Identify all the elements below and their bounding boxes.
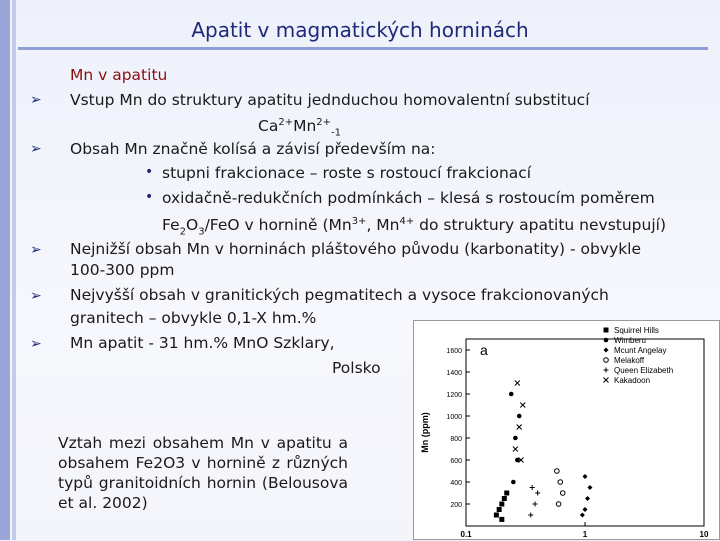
legend-marker xyxy=(604,348,609,353)
y-tick-label: 200 xyxy=(450,502,462,509)
formula-line: $Ca^{2+}Mn^{2+}_{-1}$ xyxy=(258,117,342,139)
data-point xyxy=(585,496,590,501)
dot-bullet-icon: • xyxy=(145,189,154,205)
y-tick-label: 400 xyxy=(450,480,462,487)
data-point xyxy=(499,502,504,507)
data-point xyxy=(558,480,563,485)
data-point xyxy=(587,485,592,490)
bullet-4: Nejvyšší obsah v granitických pegmatitech a vysoce frakcionovaných xyxy=(70,286,609,304)
data-point xyxy=(504,491,509,496)
data-point xyxy=(497,507,502,512)
data-point xyxy=(555,469,560,474)
panel-label: a xyxy=(480,342,488,358)
y-tick-label: 800 xyxy=(450,436,462,443)
data-point xyxy=(494,513,499,518)
y-axis-label: Mn (ppm) xyxy=(420,412,430,453)
x-tick-label: 1 xyxy=(582,530,588,539)
y-tick-label: 1000 xyxy=(446,414,462,421)
data-point xyxy=(513,436,518,441)
y-tick-label: 1200 xyxy=(446,392,462,399)
legend-marker xyxy=(604,328,609,333)
bullet-1: Vstup Mn do struktury apatitu jednduchou homovalentní substitucí xyxy=(70,91,590,109)
y-tick-label: 600 xyxy=(450,458,462,465)
mn-vs-fe2o3-chart xyxy=(413,320,720,540)
data-point xyxy=(517,414,522,419)
bullet-5-cont: Polsko xyxy=(332,359,381,377)
scatter-plot xyxy=(414,321,720,541)
sub-bullet-2: oxidačně-redukčních podmínkách – klesá s rostoucím poměrem xyxy=(162,189,655,207)
dot-bullet-icon: • xyxy=(145,164,154,180)
legend-label: Melakoff xyxy=(614,356,645,365)
data-point xyxy=(499,517,504,522)
page-title: Apatit v magmatických horninách xyxy=(191,18,529,42)
fe-ratio-line: $Fe_2O_3$/FeO v hornině ($Mn^{3+}$, $Mn^{4+}$ do struktury apatitu nevstupují) xyxy=(162,216,667,238)
y-tick-label: 1600 xyxy=(446,348,462,355)
data-point xyxy=(560,491,565,496)
sub-bullet-1: stupni frakcionace – roste s rostoucí frakcionací xyxy=(162,164,532,182)
legend-label: Kakadoon xyxy=(614,376,651,385)
data-point xyxy=(580,513,585,518)
section-subtitle: Mn v apatitu xyxy=(70,66,168,84)
data-point xyxy=(583,507,588,512)
figure-caption: Vztah mezi obsahem Mn v apatitu a obsahem Fe2O3 v hornině z různých typů granitoidních hornin (Belousova et al. 2002) xyxy=(58,434,348,512)
title-underline xyxy=(18,47,708,50)
left-decor-bar xyxy=(0,0,18,540)
x-tick-label: 10 xyxy=(699,530,709,539)
legend-marker xyxy=(604,338,609,343)
legend-label: Queen Elizabeth xyxy=(614,366,674,375)
data-point xyxy=(509,392,514,397)
arrow-bullet-icon: ➢ xyxy=(30,92,42,108)
legend-label: Mcunt Angelay xyxy=(614,346,667,355)
data-point xyxy=(511,480,516,485)
bullet-3: Nejnižší obsah Mn v horninách pláštového původu (karbonatity) - obvykle xyxy=(70,240,642,258)
arrow-bullet-icon: ➢ xyxy=(30,242,42,258)
x-tick-label: 0.1 xyxy=(460,530,472,539)
bullet-3-cont: 100-300 ppm xyxy=(70,261,175,279)
data-point xyxy=(556,502,561,507)
bullet-2: Obsah Mn značně kolísá a závisí především na: xyxy=(70,140,436,158)
legend-label: Wimberu xyxy=(614,336,647,345)
arrow-bullet-icon: ➢ xyxy=(30,288,42,304)
bullet-5: Mn apatit - 31 hm.% MnO Szklary, xyxy=(70,334,335,352)
data-point xyxy=(502,496,507,501)
data-point xyxy=(583,474,588,479)
legend-marker xyxy=(604,358,609,363)
y-tick-label: 1400 xyxy=(446,370,462,377)
arrow-bullet-icon: ➢ xyxy=(30,141,42,157)
legend-label: Squirrel Hills xyxy=(614,326,659,335)
arrow-bullet-icon: ➢ xyxy=(30,336,42,352)
bullet-4-cont: granitech – obvykle 0,1-X hm.% xyxy=(70,309,317,327)
